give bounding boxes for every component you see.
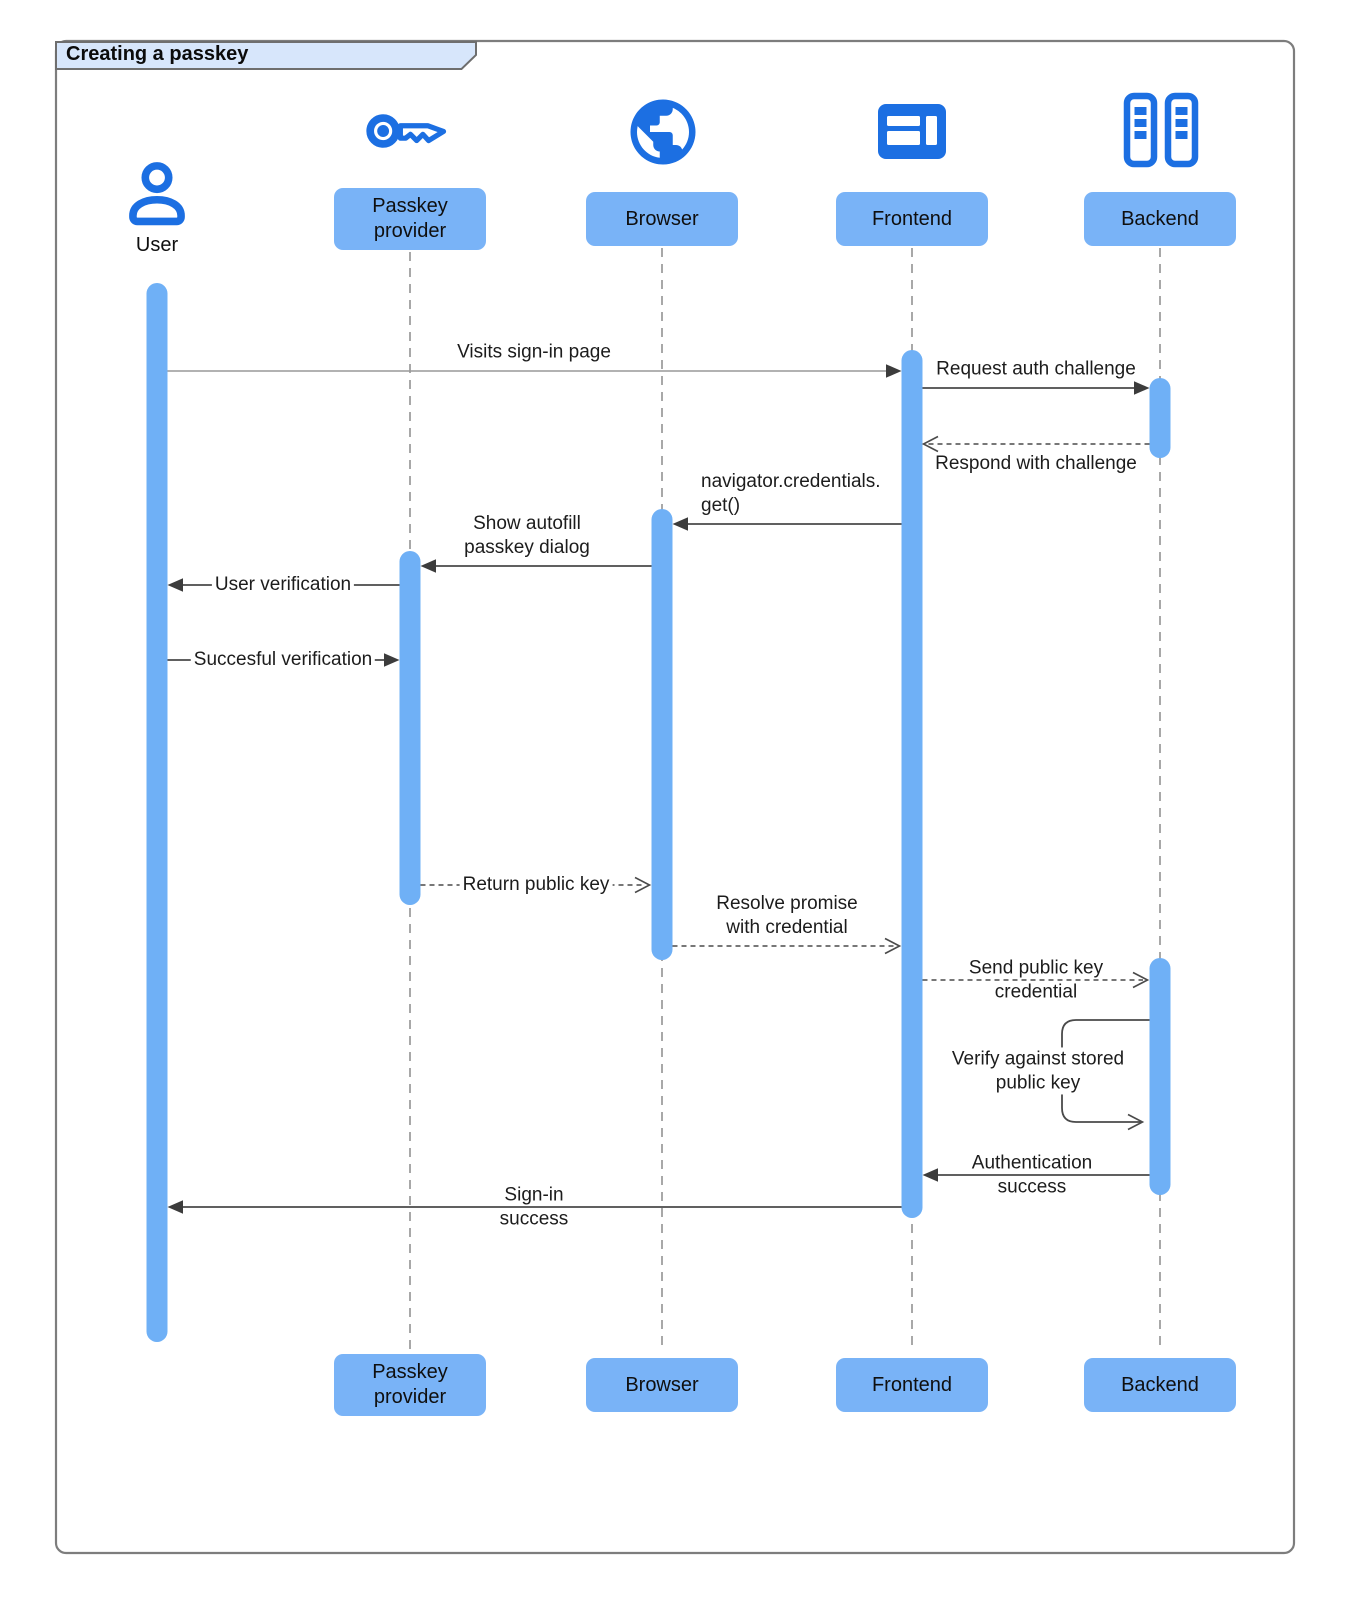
message-label-return-public-key: Return public key [460,873,613,897]
participant-box-frontend-bottom: Frontend [836,1358,988,1412]
message-label-visits-sign-in-page: Visits sign-in page [457,341,611,363]
activation-bar-backend-2 [1150,958,1171,1195]
message-label-sign-in-success: Sign-in success [499,1184,569,1229]
globe-icon [624,93,702,171]
message-label-succesful-verification: Succesful verification [191,648,375,672]
participant-box-browser-top: Browser [586,192,738,246]
activation-bar-passkey-provider [400,551,421,905]
activation-bar-user [147,283,168,1342]
key-icon [363,101,455,161]
message-label-respond-with-challenge: Respond with challenge [935,453,1137,474]
message-label-send-public-key-credential: Send public key credential [968,957,1104,1002]
participant-box-browser-bottom: Browser [586,1358,738,1412]
message-label-verify-against-stored-public-key: Verify against stored public key [951,1048,1125,1093]
message-label-request-auth-challenge: Request auth challenge [936,358,1136,380]
participant-box-passkey-provider-bottom: Passkey provider [334,1354,486,1416]
participant-label-user: User [135,234,179,256]
participant-box-frontend-top: Frontend [836,192,988,246]
participant-box-passkey-provider-top: Passkey provider [334,188,486,250]
diagram-title: Creating a passkey [66,43,249,65]
diagram-frame [56,41,1294,1553]
message-label-resolve-promise-with-credential: Resolve promise with credential [716,892,858,938]
person-icon [119,156,195,234]
message-label-authentication-success: Authentication success [971,1152,1093,1197]
participant-box-backend-top: Backend [1084,192,1236,246]
server-icon [1122,92,1200,168]
participant-box-backend-bottom: Backend [1084,1358,1236,1412]
message-label-show-autofill-passkey-dialog: Show autofill passkey dialog [464,512,590,558]
message-label-navigator-credentials-get: navigator.credentials. get() [701,470,881,516]
message-label-user-verification: User verification [212,573,354,597]
browser-window-icon [877,103,947,160]
activation-bar-backend-1 [1150,378,1171,458]
activation-bar-browser [652,509,673,960]
